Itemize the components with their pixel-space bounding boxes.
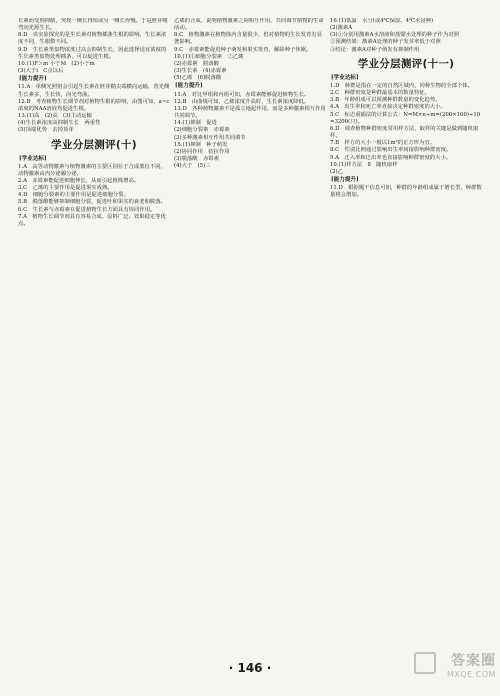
answer-line: 14.(1)抑制 促进 xyxy=(174,120,217,127)
answer-line: 11.D 根据题干信息可知，种群的年龄组成属于增长型，种群数量将会增加。 xyxy=(330,185,482,199)
answer-line: 7.B 样方的大小一般以1m²的正方形为宜。 xyxy=(330,140,436,147)
answer-line: (2)细胞分裂素 赤霉素 xyxy=(174,127,230,134)
section-heading: 学业分层测评(十) xyxy=(51,138,137,151)
answer-line: (4)大于 (5)三 xyxy=(174,163,211,170)
answer-line: (3)脱落酸 赤霉素 xyxy=(174,155,219,162)
answer-line: (3)多种激素相互作用共同调节 xyxy=(174,134,246,141)
answer-line: 4.D 细胞分裂素的主要作用是促进细胞分裂。 xyxy=(18,192,129,199)
watermark xyxy=(414,650,496,692)
answer-line: 1.A 高等动物激素与植物激素的主要区别在于合成部位不同，动物激素由内分泌腺分泌。 xyxy=(18,163,166,177)
answer-line: 10.(1)样方法 8 随机取样 xyxy=(330,161,398,168)
answer-line: 11.A 单侧光照射会引起生长素在胚芽鞘尖端横向运输，背光侧生长素多，生长快，向光弯曲。 xyxy=(18,84,170,98)
answer-line: 6.D 调查植物种群密度常用样方法，取样的关键是做到随机取样。 xyxy=(330,125,479,140)
answer-line: 5.B 脱落酸能够抑制细胞分裂，促进叶和果实的衰老和脱落。 xyxy=(18,199,166,206)
answer-line: (2)赤霉素 脱落酸 xyxy=(174,60,219,67)
answer-line: 3.C 乙烯的主要作用是促进果实成熟。 xyxy=(18,185,113,192)
answer-line: 9.D 生长素类似物浓度过高会抑制生长，因此选择适宜浓度的生长素类似物处理插条，可以促进生根。 xyxy=(18,46,167,60)
section-tag: [学业达标] xyxy=(331,74,359,81)
answer-line: 1.D 种群是指在一定的自然区域内，同种生物的全部个体。 xyxy=(330,82,473,89)
answer-line: 12.B 由曲线可知，乙烯浓度升高时，生长素浓度降低。 xyxy=(174,98,310,105)
answer-line: 9.A 迁入率和迁出率也直接影响种群密度的大小。 xyxy=(330,154,452,161)
section-tag: [能力提升] xyxy=(19,76,47,83)
answer-line: 长素而受到抑制，突现一侧长得快或另一侧长得慢。于是胚芽鞘弯向光源生长。 xyxy=(18,18,168,32)
answer-line: (2)激素A xyxy=(330,25,353,32)
watermark-line1: 答案圈 xyxy=(451,653,496,669)
answer-line: 10.(1)①细胞分裂素 ②乙烯 xyxy=(174,53,244,60)
answer-line: 16.(1)低温 水分(或4℃保湿、4℃水浸种) xyxy=(330,18,434,24)
answer-line: (3)生长素 (4)赤霉素 xyxy=(174,68,227,75)
answer-line: 13.D 各种植物激素不是孤立地起作用，而是多种激素相互作用共同调节。 xyxy=(174,105,326,120)
answer-column-3 xyxy=(330,18,482,648)
page-number: · 146 · xyxy=(228,661,272,675)
answer-line: 11.A 对比甲组和丙组可知，赤霉素能够促进植物生长。 xyxy=(174,91,310,98)
answer-line: 8.C 性别比例通过影响出生率间接影响种群密度。 xyxy=(330,147,452,154)
answer-line: 2.C 种群密度是种群最基本的数量特征。 xyxy=(330,90,431,97)
answer-line: 13.(1)高 (2)高 (3)主动运输 xyxy=(18,113,92,120)
section-heading: 学业分层测评(十一) xyxy=(357,57,455,70)
answer-line: 10.(1)F＞m 小于M (2)小于m xyxy=(18,60,95,67)
answer-line: ③结论：激素A对种子萌发有抑制作用 xyxy=(330,46,420,53)
answer-line: 7.A 植物生长调节剂具有容易合成、原料广泛、效果稳定等优点。 xyxy=(18,213,166,227)
answer-line: 3.B 年龄组成可以预测种群数量的变化趋势。 xyxy=(330,97,441,104)
answer-column-1 xyxy=(18,18,170,648)
answer-line: ②预测结果：激素A处理的种子发芽率低于对照 xyxy=(330,39,441,46)
answer-line: (4)生长素浓度高抑制生长 两重性 xyxy=(18,120,101,127)
answer-line: 12.B 考查植物生长调节剂对植物生根的影响，由图可知，a~c浓度的NAA溶液均促进生根。 xyxy=(18,98,170,112)
section-tag: [学业达标] xyxy=(19,155,47,162)
answer-line: (2)乙 xyxy=(330,168,343,175)
answer-line: 9.C 赤霉素能促进种子萌发和果实发育，解除种子休眠。 xyxy=(174,46,312,53)
answer-line: 乙烯的合成，说明植物激素之间相互作用，共同调节植物的生命活动。 xyxy=(174,18,324,32)
answer-line: 2.A 赤霉素能促进细胞伸长，从而引起植株增高。 xyxy=(18,177,140,184)
section-tag: [能力提升] xyxy=(175,83,203,90)
answer-line: 8.D 该实验探究的是生长素对植物插条生根的影响，生长素浓度不同，生根数不同。 xyxy=(18,32,167,46)
answer-line: 15.(1)抑制 种子萌发 xyxy=(174,141,228,148)
answer-line: (5)乙烯 (6)脱落酸 xyxy=(174,75,222,82)
answer-line: (3)①分别用激素A水溶液和蒸馏水处理的种子作为对照 xyxy=(330,32,459,39)
watermark-line2: MXQE.COM xyxy=(446,670,496,679)
answer-column-2 xyxy=(174,18,326,648)
answer-line: 6.C 生长素与赤霉素在促进植物生长方面具有协同作用。 xyxy=(18,206,156,213)
answer-line: (2)协同作用 拮抗作用 xyxy=(174,148,230,155)
section-tag: [能力提升] xyxy=(331,176,359,183)
answer-line: 8.C 植物激素在植物体内含量很少，但对植物的生长发育有显著影响。 xyxy=(174,32,323,46)
answer-line: (5)顶端优势 去掉顶芽 xyxy=(18,127,74,134)
watermark-logo-icon xyxy=(414,652,436,674)
answer-line: 4.A 出生率和死亡率直接决定种群密度的大小。 xyxy=(330,104,446,111)
answer-line: 5.C 标志重捕法的计算公式：N=M×n÷m=(200×160)÷10=3200(只)。 xyxy=(330,111,481,125)
answer-line: (3)大于i C点以后 xyxy=(18,68,64,75)
